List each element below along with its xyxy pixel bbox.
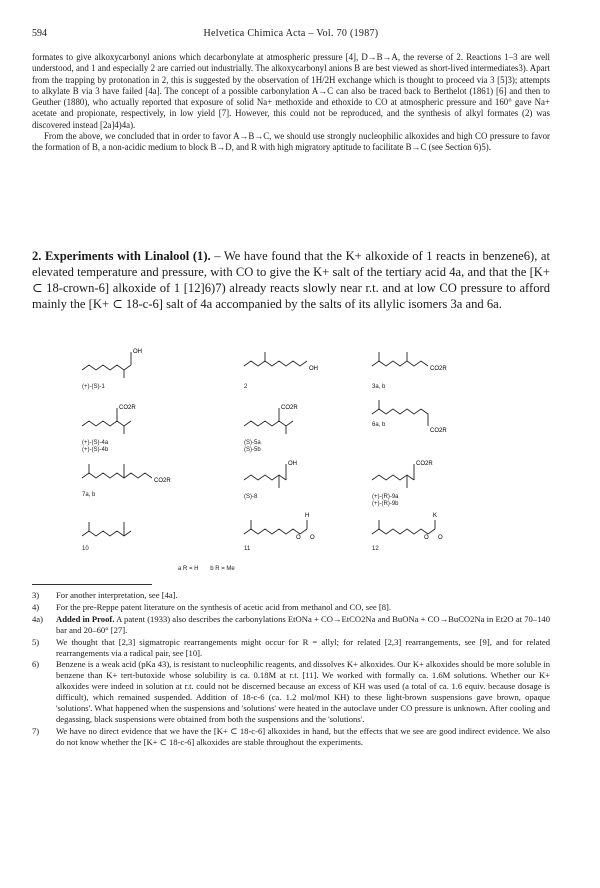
structure-label-12: 12 [372, 546, 379, 552]
section-heading: 2. Experiments with Linalool (1). [32, 249, 211, 263]
structure-10 [82, 514, 172, 552]
legend-b: b R = Me [210, 566, 235, 572]
oh-group: OH [309, 366, 318, 372]
co2r-group: CO2R [416, 461, 433, 467]
footnote-mark: 4a) [32, 613, 43, 624]
paragraph-2: From the above, we concluded that in order to favor A→B→C, we should use strongly nucleophilic alkoxides and high CO pressure to favor the formation of B, a non-acidic medium to block B→D, and R with high migratory aptitude to facilitate B→C (see Section 6)5). [32, 131, 550, 153]
footnote-text: Benzene is a weak acid (pKa 43), is resistant to nucleophilic reagents, and dissolves K+ alkoxides. Our K+ alkoxides should be more soluble in benzene than K+ tert-butoxide whose solubility is ca. 0.18M at r.t. [11]. We worked with formally ca. 1.6M solutions. Whether our K+ alkoxides were indeed in solution at r.t. could not be discerned because an excess of KH was used (a total of ca. 1.6 equiv. because dosage is difficult), which remained suspended. Addition of 18-c-6 (ca. 1.2 mol/mol KH) to these light-brown suspensions gave brown, opaque 'solutions'. What happened when the suspensions and 'solutions' were heated in the autoclave under CO pressure is unknown. After cooling and degassing, black suspensions were obtained from both the suspensions and the 'solutions'. [56, 659, 550, 724]
footnote [32, 614, 550, 636]
h-atom: H [305, 513, 310, 519]
structure-label-2: 2 [244, 384, 248, 390]
footnote [32, 659, 550, 724]
footnote-body: A patent (1933) also describes the carbonylations EtONa + CO→EtCO2Na and BuONa + CO→BuCO2Na in Et2O at 70–140 bar and 20–60° [27]. [56, 613, 550, 635]
oh-group: OH [133, 349, 142, 355]
o-atom: O [296, 535, 301, 541]
co2r-group: CO2R [119, 405, 136, 411]
co2r-group: CO2R [281, 405, 298, 411]
substituent-legend [178, 566, 245, 572]
footnote [32, 590, 550, 601]
structure-2 [244, 346, 339, 390]
section-text: – We have found that the K+ alkoxide of 1 reacts in benzene6), at elevated temperature and pressure, with CO to give the K+ salt of the tertiary acid 4a, and that the [K+ ⊂ 18-crown-6] alkoxide of 1 [12]6)7) already reacts slowly near r.t. and at low CO pressure to afford mainly the [K+ ⊂ 18-c-6] salt of 4a accompanied by the salts of its allylic isomers 3a and 6a. [32, 249, 550, 311]
structure-1 [82, 346, 172, 390]
footnote-text: We thought that [2,3] sigmatropic rearrangements might occur for R = allyl; for related [2,3] rearrangements, see [9], and for related rearrangements via a radical pair, see [10]. [56, 636, 550, 658]
co2r-group: CO2R [430, 366, 447, 372]
o-atom: O [438, 535, 443, 541]
page-number: 594 [32, 28, 47, 39]
structure-4 [82, 400, 172, 453]
legend-a: a R = H [178, 566, 199, 572]
o-atom: O [310, 535, 315, 541]
footnote-mark: 3) [32, 590, 40, 600]
structure-5 [244, 400, 334, 453]
footnote-text: For another interpretation, see [4a]. [56, 590, 178, 600]
section-2 [32, 248, 550, 312]
footnote [32, 637, 550, 659]
structure-12 [372, 506, 472, 552]
footnote-text: We have no direct evidence that we have the [K+ ⊂ 18-c-6] alkoxides in hand, but the effects that we see are good indirect evidence. We also do not know whether the [K+ ⊂ 18-c-6] alkoxides are stable throughout the experiments. [56, 725, 550, 747]
structure-label-3: 3a, b [372, 384, 386, 390]
structure-label-1: (+)-(S)-1 [82, 384, 105, 390]
footnote-text [56, 614, 550, 636]
footnote-mark: 5) [32, 636, 40, 647]
structure-label-10: 10 [82, 546, 89, 552]
co2r-group: CO2R [430, 428, 447, 434]
structure-label-8: (S)-8 [244, 494, 258, 500]
structure-7 [82, 456, 182, 498]
structure-label-4: (+)-(S)-4a (+)-(S)-4b [82, 440, 109, 453]
structure-label-9: (+)-(R)-9a (+)-(R)-9b [372, 494, 399, 507]
structure-scheme [72, 338, 512, 568]
added-in-proof: Added in Proof. [56, 613, 115, 624]
footnote-mark: 6) [32, 659, 40, 670]
body-text [32, 52, 550, 154]
o-atom: O [424, 535, 429, 541]
structure-8 [244, 456, 334, 500]
footnotes [32, 590, 550, 749]
footnote [32, 602, 550, 613]
section-paragraph [32, 248, 550, 312]
structure-6 [372, 400, 472, 440]
structure-label-11: 11 [244, 546, 251, 552]
k-atom: K [433, 513, 438, 519]
footnote-divider [32, 584, 152, 585]
running-title: Helvetica Chimica Acta – Vol. 70 (1987) [203, 28, 379, 39]
structure-3 [372, 346, 472, 390]
footnote-mark: 4) [32, 601, 40, 612]
structure-9 [372, 456, 462, 507]
footnote-text: For the pre-Reppe patent literature on the synthesis of acetic acid from methanol and CO, see [8]. [56, 601, 392, 612]
structure-label-7: 7a, b [82, 492, 96, 498]
structure-11 [244, 506, 344, 552]
structure-label-6: 6a, b [372, 422, 386, 428]
oh-group: OH [288, 461, 297, 467]
paragraph-1: formates to give alkoxycarbonyl anions which decarbonylate at atmospheric pressure [4], D→B→A, the reverse of 2. Reactions 1–3 are well understood, and 1 and especially 2 are carried out industrially. The alkoxycarbonyl anions B are best viewed as short-lived intermediates3). Apart from the trapping by protonation in 2, this is suggested by the observation of 1H/2H exchange which is thought to proceed via 3 [5]3); attempts to alkylate B via 3 have failed [4a]. The concept of a possible carbonylation A→C can also be traced back to Berthelot (1861) [6] and then to Geuther (1880), who actually reported that exposure of solid Na+ methoxide and ethoxide to CO at atmospheric pressure and 160° gave Na+ acetate and propionate, respectively, in low yield [7]. However, this could not be reproduced, and the synthesis of alkyl formates (2) was discovered instead [2a]4)4a). [32, 52, 550, 130]
footnote-mark: 7) [32, 725, 40, 736]
co2r-group: CO2R [154, 478, 171, 484]
structure-label-5: (S)-5a (S)-5b [244, 440, 261, 453]
footnote [32, 726, 550, 748]
